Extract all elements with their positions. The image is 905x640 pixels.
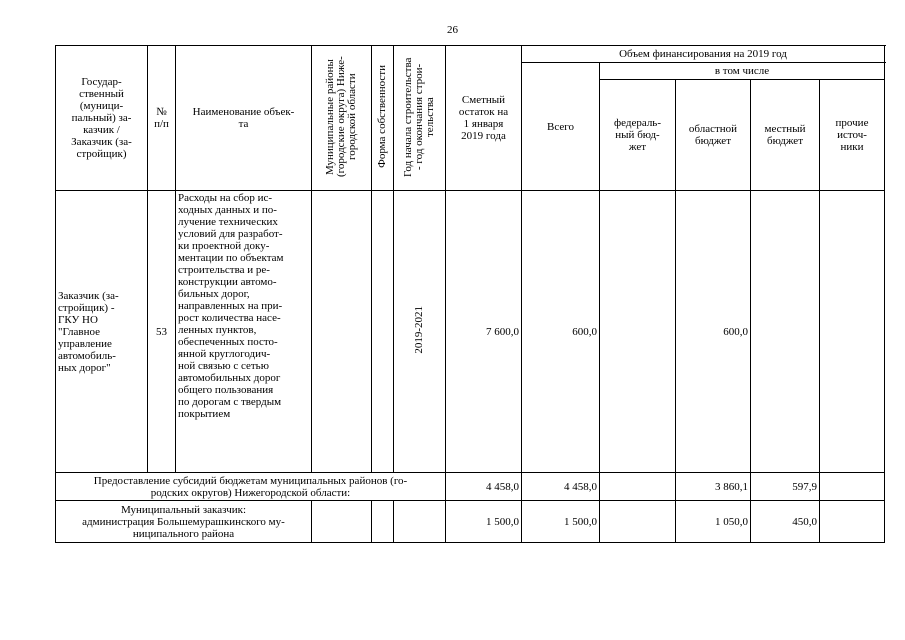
municipal-years — [394, 501, 446, 543]
header-federal: федераль- ный бюд- жет — [600, 80, 676, 191]
row53-total: 600,0 — [522, 191, 600, 473]
row53-ownership — [372, 191, 394, 473]
municipal-estimate: 1 500,0 — [446, 501, 522, 543]
subsidies-local: 597,9 — [751, 473, 820, 501]
header-customer: Государ- ственный (муници- пальный) за- казчик / Заказчик (за- стройщик) — [56, 46, 148, 191]
header-years-cell — [394, 46, 446, 191]
municipal-other — [820, 501, 885, 543]
financing-table — [55, 45, 885, 543]
municipal-local: 450,0 — [751, 501, 820, 543]
subsidies-label: Предоставление субсидий бюджетам муниципальных районов (го- родских округов) Нижегородской области: — [56, 473, 446, 501]
municipal-federal — [600, 501, 676, 543]
row53-other — [820, 191, 885, 473]
table-row — [56, 501, 885, 543]
municipal-total: 1 500,0 — [522, 501, 600, 543]
header-ownership-cell — [372, 46, 394, 191]
row53-estimate: 7 600,0 — [446, 191, 522, 473]
subsidies-federal — [600, 473, 676, 501]
page-number: 26 — [447, 24, 458, 36]
header-other: прочие источ- ники — [820, 80, 885, 191]
header-including: в том числе — [600, 63, 885, 80]
row53-num: 53 — [148, 191, 176, 473]
row53-federal — [600, 191, 676, 473]
row53-years-cell — [394, 191, 446, 473]
header-districts-cell — [312, 46, 372, 191]
table-row — [56, 191, 885, 473]
municipal-ownership — [372, 501, 394, 543]
header-ownership: Форма собственности — [376, 65, 388, 168]
municipal-label: Муниципальный заказчик: администрация Большемурашкинского му- ниципального района — [56, 501, 312, 543]
municipal-regional: 1 050,0 — [676, 501, 751, 543]
header-districts: Муниципальные районы (городские округа) Ниже- городской области — [324, 56, 358, 177]
header-estimate: Сметный остаток на 1 января 2019 года — [446, 46, 522, 191]
row53-years: 2019-2021 — [413, 306, 425, 354]
header-regional: областной бюджет — [676, 80, 751, 191]
header-years: Год начала строительства - год окончания строи- тельства — [402, 56, 436, 177]
header-financing: Объем финансирования на 2019 год — [522, 46, 885, 63]
header-object-name: Наименование объек- та — [176, 46, 312, 191]
header-total: Всего — [522, 63, 600, 191]
row53-object-name: Расходы на сбор ис- ходных данных и по- лучение технических условий для разработ- ки проектной доку- ментации по объектам строительства и ре- конструкции автомо- бильных дорог, направленных на при- рост количества насе- ленных пунктов, обеспеченных посто- янной круглогодич- ной связью с сетью автомобильных дорог общего пользования по дорогам с твердым покрытием — [176, 191, 312, 473]
subsidies-regional: 3 860,1 — [676, 473, 751, 501]
header-num: № п/п — [148, 46, 176, 191]
row53-regional: 600,0 — [676, 191, 751, 473]
subsidies-other — [820, 473, 885, 501]
subsidies-estimate: 4 458,0 — [446, 473, 522, 501]
municipal-districts — [312, 501, 372, 543]
row53-customer: Заказчик (за- стройщик) - ГКУ НО "Главное управление автомобиль- ных дорог" — [56, 191, 148, 473]
row53-local — [751, 191, 820, 473]
subsidies-total: 4 458,0 — [522, 473, 600, 501]
row53-districts — [312, 191, 372, 473]
table-row — [56, 473, 885, 501]
header-local: местный бюджет — [751, 80, 820, 191]
